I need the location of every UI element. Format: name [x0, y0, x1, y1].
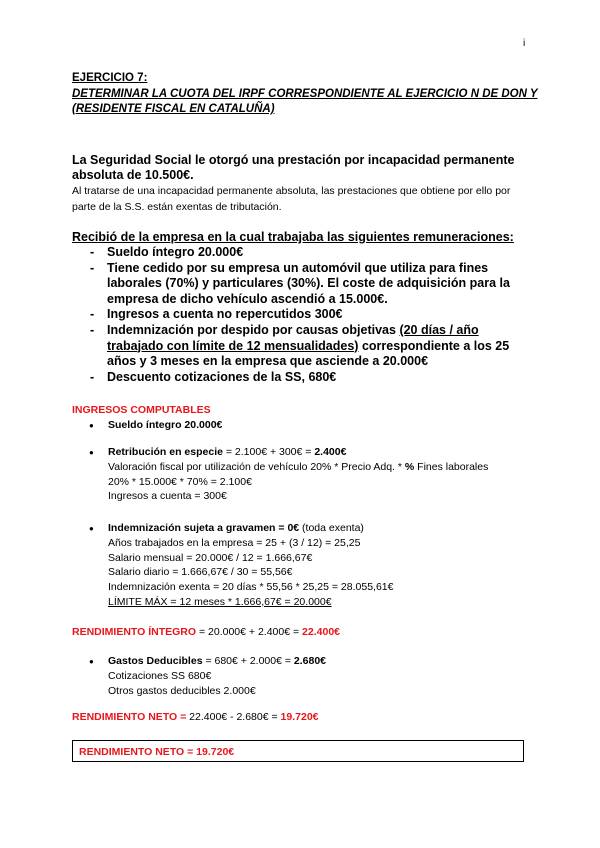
- list-item: [72, 445, 532, 461]
- indem-text-end: correspondiente a los 25 años y 3 meses en la empresa que asciende a 20.000€: [107, 338, 510, 369]
- list-item: - Descuento cotizaciones de la SS, 680€: [72, 370, 522, 386]
- detail-text: Valoración fiscal por utilización de vehículo 20% * Precio Adq. *: [108, 461, 405, 473]
- retribucion-list: [72, 445, 532, 461]
- rendimiento-integro: [72, 626, 340, 638]
- rend-integro-calc: = 20.000€ + 2.400€ =: [196, 626, 303, 638]
- list-item: [72, 418, 532, 434]
- remuneraciones-list: [72, 245, 522, 385]
- indem-line: Salario diario = 1.666,67€ / 30 = 55,56€: [108, 566, 293, 579]
- rend-neto-box-text: RENDIMIENTO NETO = 19.720€: [79, 746, 235, 758]
- rend-integro-label: RENDIMIENTO ÍNTEGRO: [72, 626, 197, 638]
- gastos-details: [72, 669, 532, 698]
- rend-neto-total: 19.720€: [280, 711, 319, 723]
- gastos-calc: = 680€ + 2.000€ =: [202, 655, 294, 667]
- ingresos-heading: INGRESOS COMPUTABLES: [72, 404, 211, 416]
- list-item: [72, 654, 532, 670]
- detail-percent: %: [404, 461, 415, 473]
- remuneraciones-intro: Recibió de la empresa en la cual trabajaba las siguientes remuneraciones:: [72, 230, 514, 244]
- prestacion-statement: La Seguridad Social le otorgó una prestación por incapacidad permanente absoluta de 10.500€.: [72, 153, 515, 182]
- sueldo-integro: Sueldo íntegro 20.000€: [108, 419, 223, 431]
- page-number: i: [523, 38, 526, 49]
- ingresos-list: [72, 418, 532, 434]
- retribucion-detail: 20% * 15.000€ * 70% = 2.100€: [108, 475, 252, 488]
- indemnizacion-details: [72, 536, 532, 610]
- indem-line: Salario mensual = 20.000€ / 12 = 1.666,67€: [108, 551, 313, 564]
- rend-neto-calc: 22.400€ - 2.680€ =: [189, 711, 281, 723]
- rendimiento-neto-box: [72, 740, 524, 762]
- gastos-line: Cotizaciones SS 680€: [108, 670, 212, 682]
- detail-text-end: Fines laborales: [414, 461, 489, 473]
- indemnizacion-list: [72, 521, 532, 537]
- indem-label: Indemnización sujeta a gravamen: [108, 522, 276, 534]
- indem-limit: [72, 595, 532, 610]
- rend-integro-total: 22.400€: [302, 626, 341, 638]
- indem-limit-text: (20 días / año trabajado con límite de 12 mensualidades): [107, 322, 479, 353]
- rend-neto-label: RENDIMIENTO NETO =: [72, 711, 190, 723]
- list-item: - Ingresos a cuenta no repercutidos 300€: [72, 307, 522, 323]
- retribucion-calc: = 2.100€ + 300€ =: [222, 446, 315, 458]
- limite-max: LÍMITE MÁX = 12 meses * 1.666,67€ = 20.000€: [108, 595, 332, 608]
- gastos-label: Gastos Deducibles: [108, 655, 203, 667]
- gastos-list: [72, 654, 532, 670]
- retribucion-label: Retribución en especie: [108, 446, 223, 458]
- list-item: - Tiene cedido por su empresa un automóvil que utiliza para fines laborales (70%) y particulares (30%). El coste de adquisición para la empresa de dicho vehículo ascendió a 15.000€.: [72, 261, 522, 308]
- retribucion-details: [72, 460, 532, 504]
- retribucion-detail: Ingresos a cuenta = 300€: [108, 490, 227, 503]
- indem-eq: = 0€: [275, 522, 300, 534]
- rendimiento-neto: [72, 711, 319, 723]
- indem-line: Años trabajados en la empresa = 25 + (3 / 12) = 25,25: [108, 537, 361, 549]
- retribucion-total: 2.400€: [314, 446, 347, 458]
- prestacion-note: Al tratarse de una incapacidad permanente absoluta, las prestaciones que obtiene por ello por parte de la S.S. están exentas de tributación.: [72, 185, 511, 213]
- indem-text: Indemnización por despido por causas objetivas: [107, 322, 400, 337]
- gastos-total: 2.680€: [293, 655, 327, 667]
- retribucion-detail: [72, 460, 532, 475]
- list-item: [72, 521, 532, 537]
- indem-note: (toda exenta): [299, 522, 364, 534]
- gastos-line: Otros gastos deducibles 2.000€: [108, 684, 256, 697]
- exercise-subtitle: DETERMINAR LA CUOTA DEL IRPF CORRESPONDIENTE AL EJERCICIO N DE DON Y (RESIDENTE FISCAL EN CATALUÑA): [72, 88, 538, 115]
- indem-line: Indemnización exenta = 20 días * 55,56 * 25,25 = 28.055,61€: [108, 581, 394, 594]
- list-item: - Sueldo íntegro 20.000€: [72, 245, 522, 261]
- exercise-title: EJERCICIO 7:: [72, 72, 148, 84]
- list-item: [72, 323, 522, 370]
